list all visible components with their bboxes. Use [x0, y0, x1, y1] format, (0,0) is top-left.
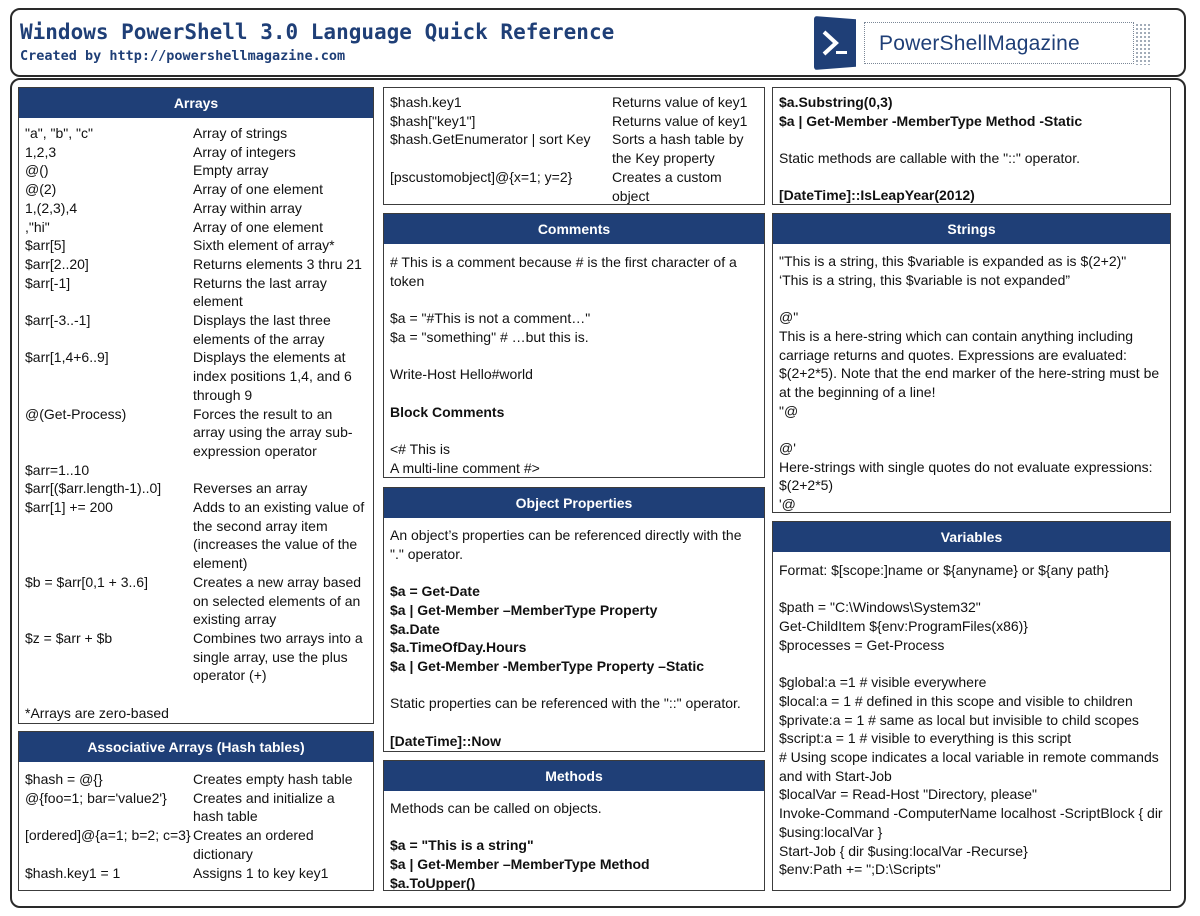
comment-line: Write-Host Hello#world: [390, 366, 533, 383]
static-properties-note: Static properties can be referenced with the "::" operator.: [390, 695, 741, 712]
code-cell: $hash.key1 = 1: [25, 864, 121, 881]
table-row: [25, 143, 367, 162]
desc-cell: Reverses an array: [193, 480, 308, 497]
code-cell: $arr[2..20]: [25, 255, 89, 272]
table-row: [390, 168, 758, 205]
object-properties-body: [384, 518, 764, 750]
table-row: [390, 112, 758, 131]
variable-line: Invoke-Command -ComputerName localhost -ScriptBlock { dir $using:localVar }: [779, 805, 1163, 840]
desc-cell: [193, 461, 367, 480]
comments-body: [384, 244, 764, 477]
variable-line: # Using scope indicates a local variable in remote commands and with Start-Job: [779, 749, 1159, 784]
code-line: $a.Date: [390, 620, 440, 637]
desc-cell: Sorts a hash table by the Key property: [612, 131, 744, 167]
assoc-arrays-header: Associative Arrays (Hash tables): [19, 732, 373, 762]
table-row: [25, 461, 367, 480]
code-line: $a.TimeOfDay.Hours: [390, 639, 527, 656]
table-row: [25, 770, 367, 789]
object-properties-header: Object Properties: [384, 488, 764, 518]
code-cell: @(Get-Process): [25, 405, 127, 422]
code-cell: @(2): [25, 181, 57, 198]
code-line: $a | Get-Member -MemberType Property –Static: [390, 657, 705, 674]
variable-line: $path = "C:\Windows\System32": [779, 599, 981, 616]
table-row: [25, 180, 367, 199]
variables-header: Variables: [773, 522, 1170, 552]
desc-cell: Array of strings: [193, 125, 288, 141]
code-cell: 1,(2,3),4: [25, 199, 78, 216]
desc-cell: Forces the result to an array using the array sub-expression operator: [193, 405, 353, 459]
table-row: [25, 789, 367, 826]
code-cell: $arr[-3..-1]: [25, 312, 91, 329]
code-cell: $b = $arr[0,1 + 3..6]: [25, 573, 148, 590]
page-title: Windows PowerShell 3.0 Language Quick Reference: [20, 20, 615, 44]
table-row: [25, 161, 367, 180]
string-line: ‘This is a string, this $variable is not expanded”: [779, 271, 1071, 288]
table-row: [25, 498, 367, 573]
methods-body: [384, 791, 764, 891]
desc-cell: Returns the last array element: [193, 274, 327, 310]
desc-cell: Array of integers: [193, 143, 296, 160]
variable-line: $script:a = 1 # visible to everything is this script: [779, 730, 1072, 747]
page-subtitle: Created by http://powershellmagazine.com: [20, 48, 346, 64]
code-cell: [pscustomobject]@{x=1; y=2}: [390, 168, 573, 185]
methods-continued-body: [773, 88, 1170, 205]
table-row: [25, 573, 367, 629]
table-row: [25, 629, 367, 685]
strings-header: Strings: [773, 214, 1170, 244]
comment-line: $a = "#This is not a comment…": [390, 310, 591, 327]
logo-dots-decoration: [1135, 23, 1151, 65]
variable-line: $processes = Get-Process: [779, 636, 945, 653]
comment-line: A multi-line comment #>: [390, 459, 540, 476]
code-cell: $hash.key1: [390, 94, 462, 110]
table-row: [25, 405, 367, 461]
variable-line: $localVar = Read-Host "Directory, please": [779, 786, 1038, 803]
desc-cell: Array within array: [193, 199, 302, 216]
desc-cell: Empty array: [193, 162, 269, 179]
table-row: [25, 348, 367, 404]
desc-cell: Array of one element: [193, 218, 323, 235]
variable-line: Get-ChildItem ${env:ProgramFiles(x86)}: [779, 618, 1028, 635]
desc-cell: Returns value of key1: [612, 94, 748, 110]
hash-continued-body: [384, 88, 764, 205]
table-row: [25, 274, 367, 311]
arrays-header: Arrays: [19, 88, 373, 118]
variable-line: $global:a =1 # visible everywhere: [779, 674, 987, 691]
table-row: [25, 199, 367, 218]
comments-header: Comments: [384, 214, 764, 244]
code-cell: $arr[-1]: [25, 274, 71, 291]
properties-intro: An object’s properties can be referenced directly with the "." operator.: [390, 527, 742, 562]
table-row: [25, 236, 367, 255]
code-cell: $arr[5]: [25, 237, 66, 254]
desc-cell: Adds to an existing value of the second array item (increases the value of the element): [193, 499, 365, 572]
variables-panel: [772, 521, 1171, 891]
code-cell: 1,2,3: [25, 143, 57, 160]
string-line: '@: [779, 496, 796, 513]
table-row: [25, 124, 367, 143]
code-cell: ,"hi": [25, 218, 50, 235]
code-line: $a = Get-Date: [390, 583, 480, 600]
desc-cell: Displays the last three elements of the array: [193, 312, 331, 347]
assoc-arrays-panel: [18, 731, 374, 891]
code-cell: $arr=1..10: [25, 461, 90, 478]
static-methods-note: Static methods are callable with the "::" operator.: [779, 150, 1080, 167]
desc-cell: Displays the elements at index positions 1,4, and 6 through 9: [193, 349, 352, 403]
comment-line: <# This is: [390, 440, 451, 457]
string-line: $(2+2*5): [779, 477, 834, 494]
methods-continued-panel: [772, 87, 1171, 205]
table-row: [390, 130, 758, 167]
code-cell: $arr[1] += 200: [25, 499, 113, 516]
strings-body: [773, 244, 1170, 513]
string-line: @": [779, 309, 799, 326]
code-cell: @{foo=1; bar='value2'}: [25, 789, 167, 806]
variable-line: Start-Job { dir $using:localVar -Recurse}: [779, 842, 1028, 859]
desc-cell: Creates an ordered dictionary: [193, 827, 314, 862]
variable-line: $local:a = 1 # defined in this scope and visible to children: [779, 692, 1133, 709]
code-cell: $hash.GetEnumerator | sort Key: [390, 131, 591, 148]
code-cell: $z = $arr + $b: [25, 629, 113, 646]
logo-text: PowerShellMagazine: [879, 32, 1080, 55]
table-row: [25, 864, 367, 883]
code-cell: $hash = @{}: [25, 771, 103, 787]
arrays-panel: [18, 87, 374, 724]
table-row: [25, 479, 367, 498]
table-row: [25, 826, 367, 863]
variable-line: $private:a = 1 # same as local but invisible to child scopes: [779, 711, 1139, 728]
code-line: $a.Substring(0,3): [779, 94, 893, 110]
table-row: [390, 93, 758, 112]
header-banner: [10, 8, 1186, 77]
desc-cell: Creates and initialize a hash table: [193, 789, 335, 825]
desc-cell: Assigns 1 to key key1: [193, 864, 329, 881]
desc-cell: Combines two arrays into a single array, use the plus operator (+): [193, 629, 363, 684]
object-properties-panel: [383, 487, 765, 752]
hash-continued-panel: [383, 87, 765, 205]
code-cell: $arr[1,4+6..9]: [25, 349, 109, 366]
comment-line: # This is a comment because # is the first character of a token: [390, 254, 737, 289]
code-cell: [ordered]@{a=1; b=2; c=3}: [25, 827, 191, 844]
string-line: "This is a string, this $variable is expanded as is $(2+2)": [779, 253, 1127, 269]
logo-frame: [864, 22, 1134, 64]
code-line: [DateTime]::IsLeapYear(2012): [779, 187, 975, 204]
table-row: [25, 255, 367, 274]
code-cell: "a", "b", "c": [25, 125, 93, 141]
string-line: @': [779, 440, 796, 456]
code-cell: $arr[($arr.length-1)..0]: [25, 480, 162, 497]
table-row: [25, 218, 367, 237]
arrays-footnote: *Arrays are zero-based: [25, 704, 169, 721]
methods-header: Methods: [384, 761, 764, 791]
assoc-arrays-body: [19, 762, 373, 882]
string-line: "@: [779, 402, 799, 419]
string-line: Here-strings with single quotes do not evaluate expressions:: [779, 458, 1153, 475]
powershell-prompt-icon: [814, 16, 856, 70]
table-row: [25, 311, 367, 348]
string-line: This is a here-string which can contain anything including carriage returns and quotes. Expressions are evaluated: $(2+2*5). Note that the end marker of the here-string must be at the beginning of a line!: [779, 327, 1160, 400]
code-cell: $hash["key1"]: [390, 112, 476, 129]
powershellmagazine-logo: [814, 16, 1154, 72]
strings-panel: [772, 213, 1171, 513]
desc-cell: Returns elements 3 thru 21: [193, 255, 362, 272]
desc-cell: Creates empty hash table: [193, 771, 353, 787]
desc-cell: Returns value of key1: [612, 112, 748, 129]
code-line: [DateTime]::Now: [390, 732, 501, 749]
methods-panel: [383, 760, 765, 891]
variable-format: Format: $[scope:]name or ${anyname} or ${any path}: [779, 562, 1109, 578]
methods-intro: Methods can be called on objects.: [390, 800, 602, 816]
arrays-body: [19, 118, 373, 722]
code-line: $a.ToUpper(): [390, 874, 476, 891]
desc-cell: Creates a custom object: [612, 168, 722, 204]
variables-body: [773, 552, 1170, 879]
comment-line: $a = "something" # …but this is.: [390, 328, 589, 345]
code-cell: @(): [25, 162, 49, 179]
desc-cell: Sixth element of array*: [193, 237, 335, 254]
code-line: $a = "This is a string": [390, 837, 534, 854]
code-line: $a | Get-Member –MemberType Method: [390, 856, 650, 873]
desc-cell: Array of one element: [193, 181, 323, 198]
code-line: $a | Get-Member -MemberType Method -Static: [779, 112, 1083, 129]
desc-cell: Creates a new array based on selected elements of an existing array: [193, 573, 362, 628]
code-line: $a | Get-Member –MemberType Property: [390, 601, 658, 618]
block-comments-title: Block Comments: [390, 403, 505, 420]
variable-line: $env:Path += ";D:\Scripts": [779, 861, 941, 878]
comments-panel: [383, 213, 765, 478]
